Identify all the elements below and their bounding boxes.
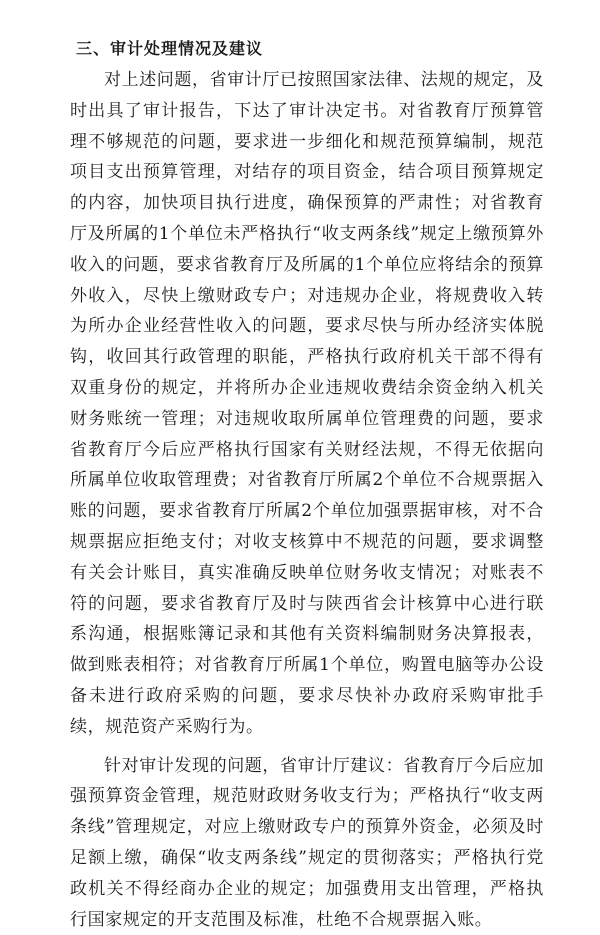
section-heading: 三、审计处理情况及建议 xyxy=(76,39,264,58)
audit-recommendation-paragraph: 针对审计发现的问题，省审计厅建议：省教育厅今后应加强预算资金管理，规范财政财务收支行为；严格执行“收支两条线”管理规定，对应上缴财政专户的预算外资金，必须及时足额上缴，确保“收支两条线”规定的贯彻落实；严格执行党政机关不得经商办企业的规定；加强费用支出管理，严格执行国家规定的开支范围及标准，杜绝不合规票据入账。 xyxy=(70,755,544,930)
audit-handling-paragraph: 对上述问题，省审计厅已按照国家法律、法规的规定，及时出具了审计报告，下达了审计决定书。对省教育厅预算管理不够规范的问题，要求进一步细化和规范预算编制，规范项目支出预算管理，对结存的项目资金，结合项目预算规定的内容，加快项目执行进度，确保预算的严肃性；对省教育厅及所属的1个单位未严格执行“收支两条线”规定上缴预算外收入的问题，要求省教育厅及所属的1个单位应将结余的预算外收入，尽快上缴财政专户；对违规办企业，将规费收入转为所办企业经营性收入的问题，要求尽快与所办经济实体脱钩，收回其行政管理的职能，严格执行政府机关干部不得有双重身份的规定，并将所办企业违规收费结余资金纳入机关财务账统一管理；对违规收取所属单位管理费的问题，要求省教育厅今后应严格执行国家有关财经法规，不得无依据向所属单位收取管理费；对省教育厅所属2个单位不合规票据入账的问题，要求省教育厅所属2个单位加强票据审核，对不合规票据应拒绝支付；对收支核算中不规范的问题，要求调整有关会计账目，真实准确反映单位财务收支情况；对账表不符的问题，要求省教育厅及时与陕西省会计核算中心进行联系沟通，根据账簿记录和其他有关资料编制财务决算报表，做到账表相符；对省教育厅所属1个单位，购置电脑等办公设备未进行政府采购的问题，要求尽快补办政府采购审批手续，规范资产采购行为。 xyxy=(70,70,544,737)
